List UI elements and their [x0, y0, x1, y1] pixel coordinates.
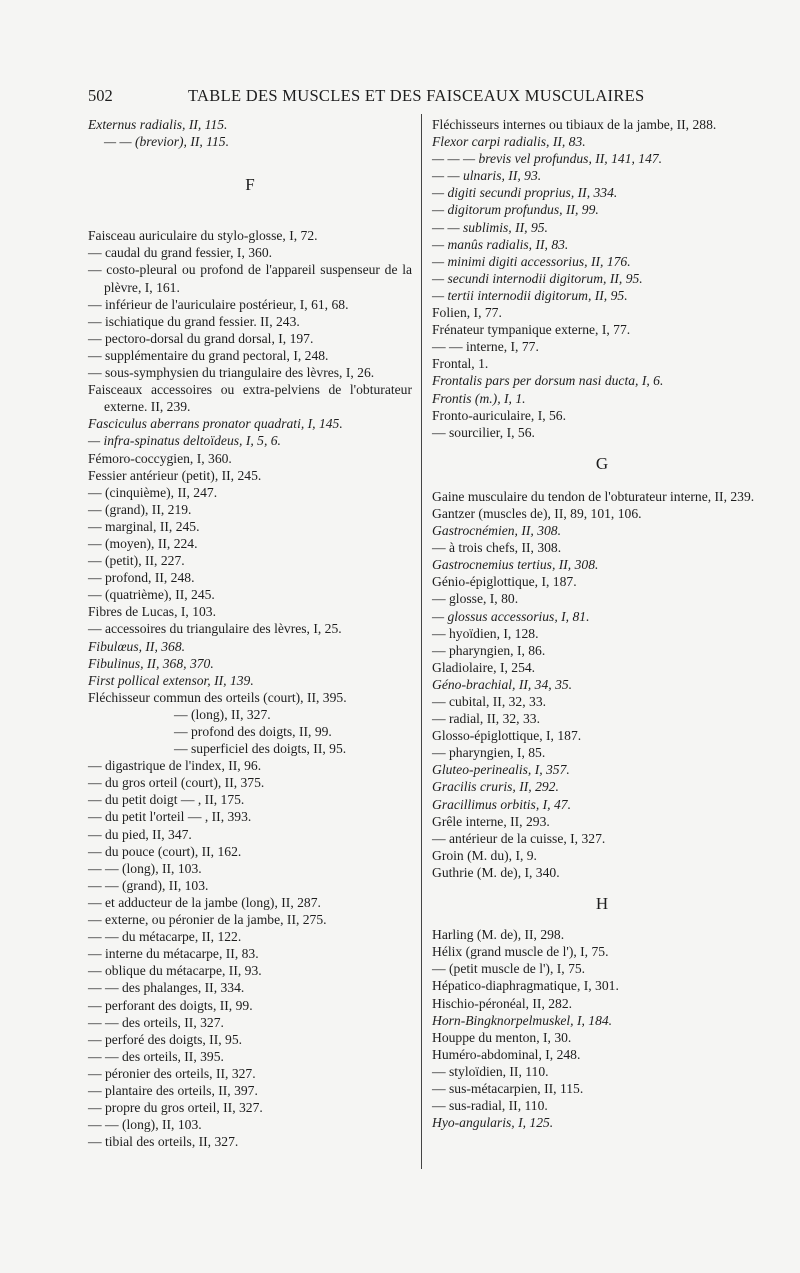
index-entry: — (quatrième), II, 245.: [88, 587, 215, 603]
index-entry: — superficiel des doigts, II, 95.: [174, 741, 347, 757]
index-entry: — — — brevis vel profundus, II, 141, 147.: [432, 151, 663, 167]
index-entry: Groin (M. du), I, 9.: [432, 847, 537, 863]
index-entry: Houppe du menton, I, 30.: [432, 1029, 572, 1045]
index-entry: — du petit l'orteil — , II, 393.: [88, 809, 252, 825]
index-entry: — sous-symphysien du triangulaire des lèvres, I, 26.: [88, 365, 375, 381]
index-entry: Fronto-auriculaire, I, 56.: [432, 407, 567, 423]
index-entry: — — (brevior), II, 115.: [104, 134, 229, 150]
index-entry: Frénateur tympanique externe, I, 77.: [432, 322, 631, 338]
index-entry: Géno-brachial, II, 34, 35.: [432, 676, 573, 692]
index-entry: Hépatico-diaphragmatique, I, 301.: [432, 978, 619, 994]
index-entry: — interne du métacarpe, II, 83.: [88, 946, 259, 962]
index-entry: Fessier antérieur (petit), II, 245.: [88, 467, 262, 483]
index-entry: — plantaire des orteils, II, 397.: [88, 1082, 258, 1098]
index-entry: Hyo-angularis, I, 125.: [432, 1115, 554, 1131]
index-entry: — du gros orteil (court), II, 375.: [88, 775, 265, 791]
index-entry: — — sublimis, II, 95.: [432, 219, 548, 235]
index-entry: Frontalis pars per dorsum nasi ducta, I, 6.: [432, 373, 664, 389]
index-entry: — sourcilier, I, 56.: [432, 424, 535, 440]
index-entry: Gracilis cruris, II, 292.: [432, 779, 559, 795]
index-entry: Harling (M. de), II, 298.: [432, 927, 565, 943]
index-entry: Hélix (grand muscle de l'), I, 75.: [432, 944, 609, 960]
index-entry: — pectoro-dorsal du grand dorsal, I, 197.: [88, 330, 314, 346]
index-entry: — tibial des orteils, II, 327.: [88, 1134, 239, 1150]
index-entry: — radial, II, 32, 33.: [432, 711, 540, 727]
index-entry: Gladiolaire, I, 254.: [432, 659, 536, 675]
index-entry: Frontis (m.), I, 1.: [432, 390, 526, 406]
index-entry: First pollical extensor, II, 139.: [88, 672, 254, 688]
index-entry: — du petit doigt — , II, 175.: [88, 792, 245, 808]
index-entry: — (moyen), II, 224.: [88, 535, 198, 551]
index-entry: — tertii internodii digitorum, II, 95.: [432, 287, 628, 303]
index-entry: Frontal, 1.: [432, 356, 489, 372]
index-entry: — — (grand), II, 103.: [88, 877, 209, 893]
index-entry: — glossus accessorius, I, 81.: [432, 608, 590, 624]
index-entry: — glosse, I, 80.: [432, 591, 519, 607]
index-entry: — du pouce (court), II, 162.: [88, 843, 242, 859]
index-entry: Faisceaux accessoires ou extra-pelviens de l'obturateur externe. II, 239.: [88, 382, 412, 415]
index-entry: — inférieur de l'auriculaire postérieur, I, 61, 68.: [88, 296, 349, 312]
index-entry: — — (long), II, 103.: [88, 860, 202, 876]
index-entry: Flexor carpi radialis, II, 83.: [432, 134, 586, 150]
index-entry: Fibulœus, II, 368.: [88, 638, 186, 654]
index-entry: Gluteo-perinealis, I, 357.: [432, 762, 570, 778]
index-entry: — — ulnaris, II, 93.: [432, 168, 542, 184]
page-number: 502: [88, 86, 113, 105]
index-entry: Guthrie (M. de), I, 340.: [432, 864, 560, 880]
index-entry: — du pied, II, 347.: [88, 826, 192, 842]
section-letter-g: G: [595, 453, 609, 473]
index-entry: Gastrocnémien, II, 308.: [432, 523, 561, 539]
index-entry: — accessoires du triangulaire des lèvres, I, 25.: [88, 621, 342, 637]
index-entry: Glosso-épiglottique, I, 187.: [432, 728, 582, 744]
index-entry: Gaine musculaire du tendon de l'obturateur interne, II, 239.: [432, 488, 755, 504]
index-entry: — et adducteur de la jambe (long), II, 287.: [88, 894, 321, 910]
index-entry: — costo-pleural ou profond de l'appareil suspenseur de la plèvre, I, 161.: [88, 262, 412, 295]
index-entry: — cubital, II, 32, 33.: [432, 694, 547, 709]
index-entry: — (petit muscle de l'), I, 75.: [432, 961, 586, 977]
index-entry: Gastrocnemius tertius, II, 308.: [432, 557, 599, 573]
index-entry: — profond des doigts, II, 99.: [174, 724, 332, 739]
index-entry: — digiti secundi proprius, II, 334.: [432, 185, 618, 201]
index-entry: — (petit), II, 227.: [88, 553, 185, 569]
index-entry: Faisceau auriculaire du stylo-glosse, I, 72.: [88, 228, 318, 244]
index-entry: Huméro-abdominal, I, 248.: [432, 1046, 581, 1062]
index-entry: — — des orteils, II, 327.: [88, 1014, 224, 1030]
index-entry: — infra-spinatus deltoïdeus, I, 5, 6.: [88, 433, 281, 449]
index-entry: Externus radialis, II, 115.: [88, 117, 228, 132]
index-entry: — marginal, II, 245.: [88, 518, 200, 534]
index-entry: Horn-Bingknorpelmuskel, I, 184.: [432, 1012, 613, 1028]
index-entry: Fléchisseur commun des orteils (court), II, 395.: [88, 689, 347, 705]
index-entry: — sus-radial, II, 110.: [432, 1098, 548, 1114]
index-entry: — — du métacarpe, II, 122.: [88, 929, 242, 945]
index-entry: Fémoro-coccygien, I, 360.: [88, 450, 232, 466]
index-entry: Folien, I, 77.: [432, 305, 502, 321]
section-letter-f: F: [245, 175, 255, 195]
index-entry: — péronier des orteils, II, 327.: [88, 1065, 256, 1081]
index-entry: Fléchisseurs internes ou tibiaux de la jambe, II, 288.: [432, 117, 717, 132]
index-entry: Fasciculus aberrans pronator quadrati, I, 145.: [88, 416, 343, 432]
index-entry: — hyoïdien, I, 128.: [432, 625, 539, 641]
index-entry: — — (long), II, 103.: [88, 1117, 202, 1133]
index-entry: — propre du gros orteil, II, 327.: [88, 1100, 263, 1116]
index-entry: — (grand), II, 219.: [88, 501, 192, 517]
index-entry: Génio-épiglottique, I, 187.: [432, 574, 577, 590]
index-entry: — — des phalanges, II, 334.: [88, 980, 245, 996]
index-entry: — perforé des doigts, II, 95.: [88, 1031, 243, 1047]
index-entry: — secundi internodii digitorum, II, 95.: [432, 270, 643, 286]
index-entry: — profond, II, 248.: [88, 570, 195, 586]
index-entry: — externe, ou péronier de la jambe, II, 275.: [88, 912, 327, 928]
index-entry: — pharyngien, I, 86.: [432, 642, 546, 658]
running-header: [88, 86, 768, 110]
index-entry: — perforant des doigts, II, 99.: [88, 997, 253, 1013]
index-entry: — à trois chefs, II, 308.: [432, 540, 562, 556]
index-entry: Gracillimus orbitis, I, 47.: [432, 796, 571, 812]
index-entry: — styloïdien, II, 110.: [432, 1063, 549, 1079]
index-entry: — minimi digiti accessorius, II, 176.: [432, 253, 631, 269]
index-entry: Fibres de Lucas, I, 103.: [88, 604, 216, 620]
index-entry: — oblique du métacarpe, II, 93.: [88, 963, 262, 979]
index-entry: — digitorum profundus, II, 99.: [432, 202, 599, 218]
column-divider: [421, 114, 422, 1169]
index-entry: Gantzer (muscles de), II, 89, 101, 106.: [432, 505, 642, 521]
index-entry: — antérieur de la cuisse, I, 327.: [432, 830, 606, 846]
index-entry: Grêle interne, II, 293.: [432, 813, 550, 829]
index-entry: — pharyngien, I, 85.: [432, 745, 546, 761]
index-entry: — (long), II, 327.: [174, 706, 271, 722]
index-column-left: [88, 116, 412, 1150]
running-title: TABLE DES MUSCLES ET DES FAISCEAUX MUSCULAIRES: [188, 86, 645, 105]
index-entry: — caudal du grand fessier, I, 360.: [88, 245, 273, 261]
index-entry: Fibulinus, II, 368, 370.: [88, 655, 214, 671]
index-entry: — ischiatique du grand fessier. II, 243.: [88, 313, 300, 329]
index-entry: Hischio-péronéal, II, 282.: [432, 995, 573, 1011]
index-entry: — supplémentaire du grand pectoral, I, 248.: [88, 347, 329, 363]
index-entry: — sus-métacarpien, II, 115.: [432, 1080, 584, 1096]
section-letter-h: H: [595, 894, 609, 914]
index-column-right: [432, 116, 772, 1131]
index-entry: — — des orteils, II, 395.: [88, 1048, 224, 1064]
index-entry: — digastrique de l'index, II, 96.: [88, 758, 262, 774]
index-entry: — (cinquième), II, 247.: [88, 484, 218, 500]
index-entry: — manûs radialis, II, 83.: [432, 236, 569, 252]
index-entry: — — interne, I, 77.: [432, 339, 539, 355]
